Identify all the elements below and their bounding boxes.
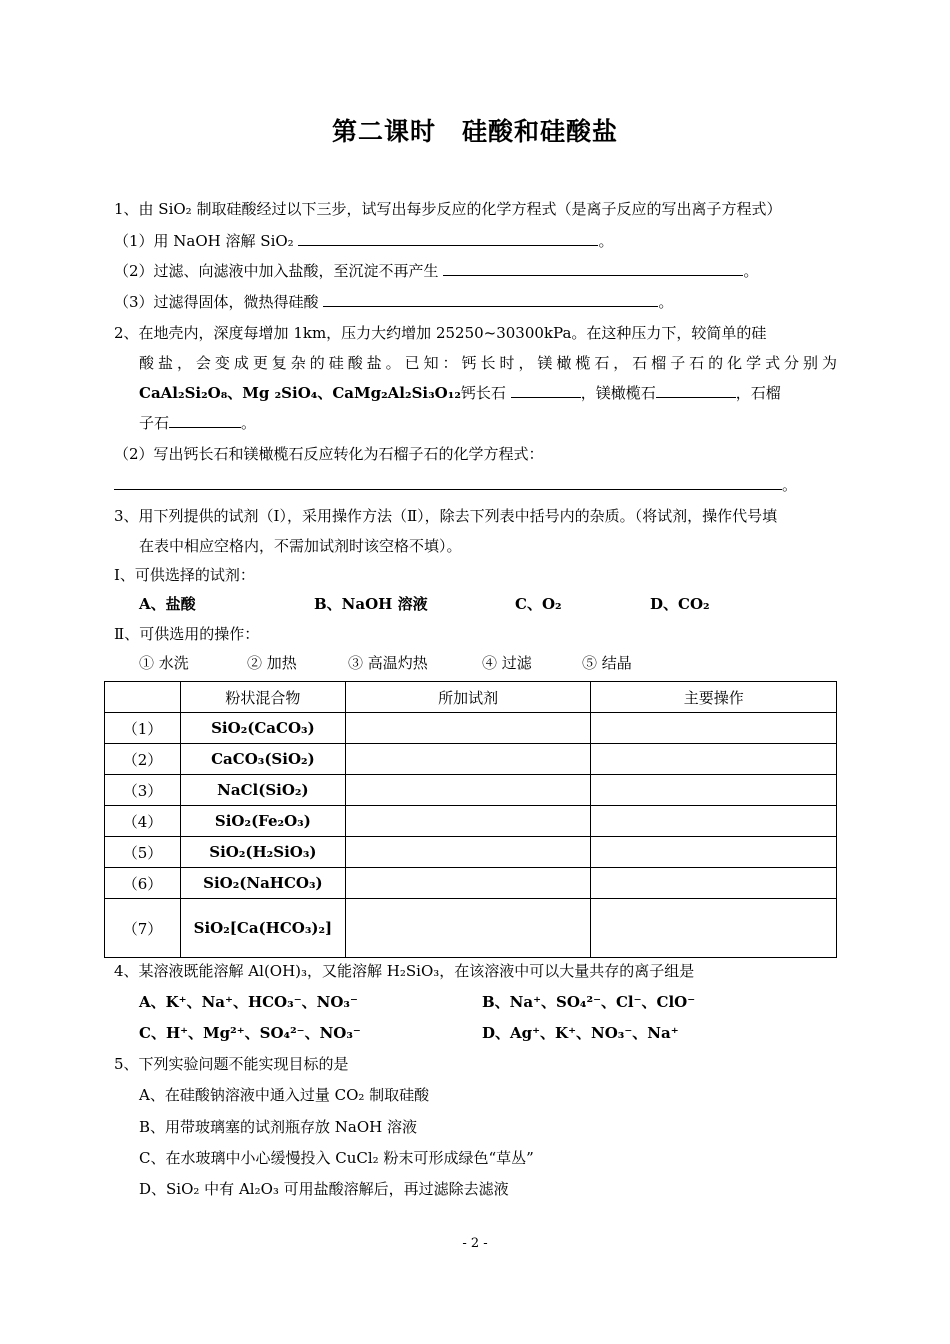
page-title: 第二课时 硅酸和硅酸盐 bbox=[331, 117, 618, 146]
operation-cell[interactable] bbox=[591, 837, 837, 868]
q3-line1: 3、用下列提供的试剂（Ⅰ），采用操作方法（Ⅱ），除去下列表中括号内的杂质。（将试剂，操作代号填 bbox=[114, 507, 778, 525]
reagent-cell[interactable] bbox=[345, 775, 591, 806]
table-header bbox=[105, 682, 181, 713]
operation-cell[interactable] bbox=[591, 744, 837, 775]
q1-stem: 1、由 SiO₂ 制取硅酸经过以下三步，试写出每步反应的化学方程式（是离子反应的写出离子方程式） bbox=[114, 200, 782, 218]
reagent-b: B、NaOH 溶液 bbox=[314, 595, 428, 613]
mixture-cell: SiO₂(H₂SiO₃) bbox=[180, 837, 345, 868]
row-number: （1） bbox=[105, 713, 181, 744]
row-number: （6） bbox=[105, 868, 181, 899]
table-row bbox=[105, 837, 837, 868]
op-5: ⑤ 结晶 bbox=[582, 654, 632, 672]
row-number: （4） bbox=[105, 806, 181, 837]
reagent-cell[interactable] bbox=[345, 868, 591, 899]
mixture-cell: SiO₂[Ca(HCO₃)₂] bbox=[180, 899, 345, 958]
q2-line4: 子石 。 bbox=[139, 414, 257, 432]
mixture-cell: CaCO₃(SiO₂) bbox=[180, 744, 345, 775]
q2-answer-line: 。 bbox=[114, 474, 797, 496]
q5-option-a[interactable]: A、在硅酸钠溶液中通入过量 CO₂ 制取硅酸 bbox=[139, 1086, 430, 1104]
impurity-table bbox=[104, 681, 837, 958]
q2-line3: CaAl₂Si₂O₈、Mg ₂SiO₄、CaMg₂Al₂Si₃O₁₂钙长石 ，镁橄榄石 ，石榴 bbox=[139, 384, 781, 402]
q3-ops-label: Ⅱ、可供选用的操作： bbox=[114, 625, 260, 643]
reagent-c: C、O₂ bbox=[515, 595, 562, 613]
row-number: （7） bbox=[105, 899, 181, 958]
q4-option-c[interactable]: C、H⁺、Mg²⁺、SO₄²⁻、NO₃⁻ bbox=[139, 1024, 361, 1042]
q1-step1: （1）用 NaOH 溶解 SiO₂ 。 bbox=[114, 232, 614, 250]
answer-blank[interactable] bbox=[298, 230, 598, 246]
table-header-row bbox=[105, 682, 837, 713]
q1-step2: （2）过滤、向滤液中加入盐酸，至沉淀不再产生 。 bbox=[114, 262, 759, 280]
answer-blank[interactable] bbox=[511, 382, 581, 398]
reagent-cell[interactable] bbox=[345, 744, 591, 775]
reagent-cell[interactable] bbox=[345, 806, 591, 837]
table-row bbox=[105, 744, 837, 775]
table-row bbox=[105, 713, 837, 744]
operation-cell[interactable] bbox=[591, 868, 837, 899]
q4-stem: 4、某溶液既能溶解 Al(OH)₃，又能溶解 H₂SiO₃，在该溶液中可以大量共存的离子组是 bbox=[114, 962, 695, 980]
mixture-cell: SiO₂(CaCO₃) bbox=[180, 713, 345, 744]
answer-blank[interactable] bbox=[443, 260, 743, 276]
q5-option-c[interactable]: C、在水玻璃中小心缓慢投入 CuCl₂ 粉末可形成绿色“草丛” bbox=[139, 1149, 534, 1167]
q5-option-d[interactable]: D、SiO₂ 中有 Al₂O₃ 可用盐酸溶解后，再过滤除去滤液 bbox=[139, 1180, 509, 1198]
op-4: ④ 过滤 bbox=[482, 654, 532, 672]
q2-line1: 2、在地壳内，深度每增加 1km，压力大约增加 25250~30300kPa。在这种压力下，较简单的硅 bbox=[114, 324, 767, 342]
table-header: 所加试剂 bbox=[345, 682, 591, 713]
answer-blank[interactable] bbox=[169, 412, 241, 428]
row-number: （3） bbox=[105, 775, 181, 806]
answer-blank[interactable] bbox=[323, 291, 658, 307]
q5-stem: 5、下列实验问题不能实现目标的是 bbox=[114, 1055, 349, 1073]
q2-line2: 酸盐，会变成更复杂的硅酸盐。已知：钙长时，镁橄榄石，石榴子石的化学式分别为 bbox=[139, 354, 837, 372]
operation-cell[interactable] bbox=[591, 775, 837, 806]
mixture-cell: SiO₂(Fe₂O₃) bbox=[180, 806, 345, 837]
operation-cell[interactable] bbox=[591, 806, 837, 837]
q5-option-b[interactable]: B、用带玻璃塞的试剂瓶存放 NaOH 溶液 bbox=[139, 1118, 418, 1136]
q2-sub2: （2）写出钙长石和镁橄榄石反应转化为石榴子石的化学方程式： bbox=[114, 445, 544, 463]
reagent-d: D、CO₂ bbox=[650, 595, 710, 613]
table-row bbox=[105, 899, 837, 958]
q1-step3: （3）过滤得固体，微热得硅酸 。 bbox=[114, 293, 674, 311]
answer-blank[interactable] bbox=[656, 382, 736, 398]
table-header: 主要操作 bbox=[591, 682, 837, 713]
op-3: ③ 高温灼热 bbox=[348, 654, 428, 672]
mixture-cell: SiO₂(NaHCO₃) bbox=[180, 868, 345, 899]
row-number: （5） bbox=[105, 837, 181, 868]
row-number: （2） bbox=[105, 744, 181, 775]
answer-blank[interactable] bbox=[114, 474, 782, 490]
q3-line2: 在表中相应空格内，不需加试剂时该空格不填）。 bbox=[139, 537, 462, 555]
q4-option-d[interactable]: D、Ag⁺、K⁺、NO₃⁻、Na⁺ bbox=[482, 1024, 679, 1042]
op-2: ② 加热 bbox=[247, 654, 297, 672]
q4-option-a[interactable]: A、K⁺、Na⁺、HCO₃⁻、NO₃⁻ bbox=[139, 993, 358, 1011]
reagent-a: A、盐酸 bbox=[139, 595, 196, 613]
reagent-cell[interactable] bbox=[345, 899, 591, 958]
op-1: ① 水洗 bbox=[139, 654, 189, 672]
q3-reagents-label: Ⅰ、可供选择的试剂： bbox=[114, 566, 255, 584]
table-header: 粉状混合物 bbox=[180, 682, 345, 713]
table-row bbox=[105, 868, 837, 899]
operation-cell[interactable] bbox=[591, 713, 837, 744]
reagent-cell[interactable] bbox=[345, 713, 591, 744]
reagent-cell[interactable] bbox=[345, 837, 591, 868]
table-row bbox=[105, 806, 837, 837]
page-number: - 2 - bbox=[462, 1236, 488, 1251]
table-row bbox=[105, 775, 837, 806]
operation-cell[interactable] bbox=[591, 899, 837, 958]
mixture-cell: NaCl(SiO₂) bbox=[180, 775, 345, 806]
q4-option-b[interactable]: B、Na⁺、SO₄²⁻、Cl⁻、ClO⁻ bbox=[482, 993, 696, 1011]
